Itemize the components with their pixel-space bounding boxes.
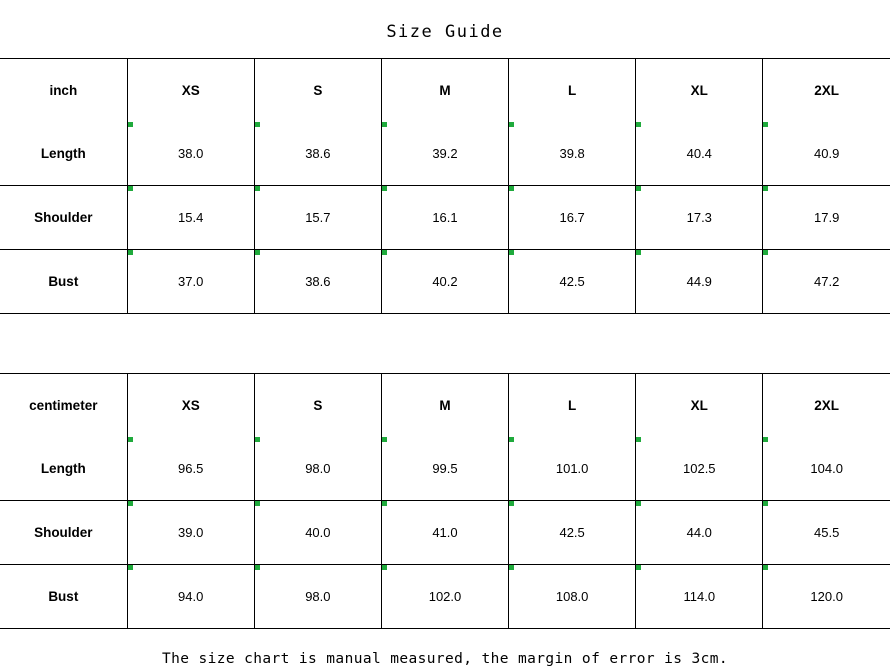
cell-shoulder-xs: 15.4 (127, 186, 254, 250)
cell-bust-m: 40.2 (381, 250, 508, 314)
size-table-inch (0, 58, 890, 314)
column-header-xs: XS (127, 59, 254, 123)
row-label-length: Length (0, 122, 127, 186)
cell-length-s: 38.6 (254, 122, 381, 186)
row-label-shoulder: Shoulder (0, 501, 127, 565)
cell-bust-xl: 114.0 (636, 565, 763, 629)
column-header-s: S (254, 59, 381, 123)
cell-shoulder-xl: 17.3 (636, 186, 763, 250)
cell-length-xl: 102.5 (636, 437, 763, 501)
table-row (0, 186, 890, 250)
cell-shoulder-s: 15.7 (254, 186, 381, 250)
column-header-xs: XS (127, 374, 254, 438)
column-header-xl: XL (636, 374, 763, 438)
cell-bust-2xl: 47.2 (763, 250, 890, 314)
size-table-centimeter (0, 373, 890, 629)
page-title: Size Guide (386, 22, 504, 42)
cell-length-s: 98.0 (254, 437, 381, 501)
cell-length-xs: 96.5 (127, 437, 254, 501)
table-row (0, 250, 890, 314)
cell-shoulder-xs: 39.0 (127, 501, 254, 565)
cell-length-2xl: 40.9 (763, 122, 890, 186)
table-row (0, 59, 890, 123)
cell-shoulder-s: 40.0 (254, 501, 381, 565)
cell-length-m: 39.2 (381, 122, 508, 186)
cell-shoulder-l: 16.7 (509, 186, 636, 250)
cell-shoulder-m: 16.1 (381, 186, 508, 250)
table-row (0, 565, 890, 629)
cell-bust-xs: 94.0 (127, 565, 254, 629)
unit-cell-inch: inch (0, 59, 127, 123)
row-label-length: Length (0, 437, 127, 501)
cell-shoulder-l: 42.5 (509, 501, 636, 565)
unit-cell-centimeter: centimeter (0, 374, 127, 438)
cell-length-l: 101.0 (509, 437, 636, 501)
footer-note: The size chart is manual measured, the margin of error is 3cm. (161, 651, 729, 667)
cell-shoulder-m: 41.0 (381, 501, 508, 565)
table-row (0, 122, 890, 186)
cell-length-m: 99.5 (381, 437, 508, 501)
cell-bust-l: 108.0 (509, 565, 636, 629)
table-body-inch (0, 122, 890, 314)
column-header-l: L (509, 374, 636, 438)
column-header-s: S (254, 374, 381, 438)
cell-shoulder-xl: 44.0 (636, 501, 763, 565)
cell-bust-m: 102.0 (381, 565, 508, 629)
column-header-m: M (381, 59, 508, 123)
cell-length-l: 39.8 (509, 122, 636, 186)
row-label-bust: Bust (0, 565, 127, 629)
cell-length-2xl: 104.0 (763, 437, 890, 501)
column-header-2xl: 2XL (763, 59, 890, 123)
cell-bust-l: 42.5 (509, 250, 636, 314)
table-row (0, 374, 890, 438)
cell-bust-xs: 37.0 (127, 250, 254, 314)
cell-length-xl: 40.4 (636, 122, 763, 186)
column-header-xl: XL (636, 59, 763, 123)
cell-bust-xl: 44.9 (636, 250, 763, 314)
cell-shoulder-2xl: 17.9 (763, 186, 890, 250)
column-header-2xl: 2XL (763, 374, 890, 438)
column-header-l: L (509, 59, 636, 123)
cell-length-xs: 38.0 (127, 122, 254, 186)
table-body-centimeter (0, 437, 890, 629)
column-header-m: M (381, 374, 508, 438)
row-label-bust: Bust (0, 250, 127, 314)
table-header-inch (0, 59, 890, 123)
table-header-centimeter (0, 374, 890, 438)
table-separator (0, 314, 890, 373)
table-row (0, 437, 890, 501)
cell-bust-2xl: 120.0 (763, 565, 890, 629)
cell-bust-s: 38.6 (254, 250, 381, 314)
cell-shoulder-2xl: 45.5 (763, 501, 890, 565)
cell-bust-s: 98.0 (254, 565, 381, 629)
row-label-shoulder: Shoulder (0, 186, 127, 250)
table-row (0, 501, 890, 565)
